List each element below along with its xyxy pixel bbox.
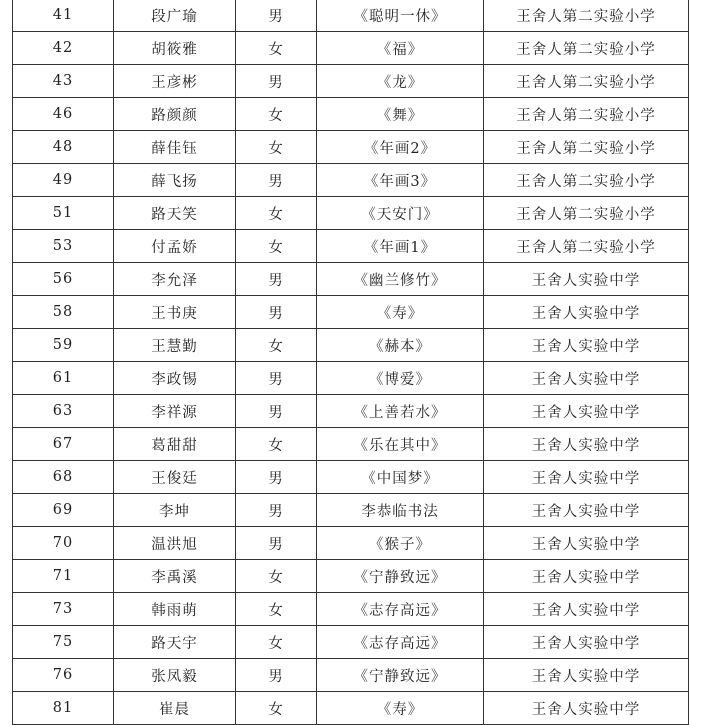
cell-number: 46 — [13, 98, 114, 131]
table-row — [13, 98, 689, 131]
cell-work-title: 《宁静致远》 — [317, 560, 484, 593]
cell-name: 路天笑 — [114, 197, 236, 230]
cell-number: 69 — [13, 494, 114, 527]
cell-work-title: 《福》 — [317, 32, 484, 65]
cell-school: 王舍人第二实验小学 — [484, 164, 689, 197]
cell-school: 王舍人实验中学 — [484, 395, 689, 428]
cell-gender: 女 — [236, 626, 317, 659]
cell-gender: 女 — [236, 230, 317, 263]
cell-work-title: 《天安门》 — [317, 197, 484, 230]
cell-work-title: 《志存高远》 — [317, 593, 484, 626]
cell-work-title: 《上善若水》 — [317, 395, 484, 428]
cell-school: 王舍人第二实验小学 — [484, 230, 689, 263]
table-row — [13, 263, 689, 296]
cell-work-title: 《志存高远》 — [317, 626, 484, 659]
cell-school: 王舍人实验中学 — [484, 461, 689, 494]
cell-gender: 女 — [236, 32, 317, 65]
cell-name: 李禹溪 — [114, 560, 236, 593]
cell-gender: 女 — [236, 692, 317, 725]
cell-number: 43 — [13, 65, 114, 98]
table-row — [13, 494, 689, 527]
cell-gender: 男 — [236, 362, 317, 395]
table-row — [13, 197, 689, 230]
cell-number: 51 — [13, 197, 114, 230]
cell-school: 王舍人实验中学 — [484, 626, 689, 659]
cell-number: 59 — [13, 329, 114, 362]
cell-work-title: 《博爱》 — [317, 362, 484, 395]
cell-school: 王舍人实验中学 — [484, 593, 689, 626]
table-row — [13, 296, 689, 329]
cell-gender: 女 — [236, 593, 317, 626]
cell-school: 王舍人第二实验小学 — [484, 98, 689, 131]
table-row — [13, 362, 689, 395]
table-row — [13, 560, 689, 593]
cell-gender: 女 — [236, 98, 317, 131]
cell-work-title: 《年画2》 — [317, 131, 484, 164]
cell-number: 70 — [13, 527, 114, 560]
cell-work-title: 《年画3》 — [317, 164, 484, 197]
cell-number: 68 — [13, 461, 114, 494]
cell-name: 葛甜甜 — [114, 428, 236, 461]
cell-name: 路颜颜 — [114, 98, 236, 131]
cell-gender: 男 — [236, 263, 317, 296]
cell-school: 王舍人实验中学 — [484, 296, 689, 329]
cell-work-title: 《幽兰修竹》 — [317, 263, 484, 296]
cell-school: 王舍人实验中学 — [484, 329, 689, 362]
cell-number: 76 — [13, 659, 114, 692]
cell-name: 薛佳钰 — [114, 131, 236, 164]
cell-school: 王舍人第二实验小学 — [484, 0, 689, 32]
cell-name: 胡筱雅 — [114, 32, 236, 65]
cell-number: 73 — [13, 593, 114, 626]
cell-work-title: 《猴子》 — [317, 527, 484, 560]
cell-name: 王慧勤 — [114, 329, 236, 362]
cell-number: 41 — [13, 0, 114, 32]
cell-school: 王舍人第二实验小学 — [484, 65, 689, 98]
cell-name: 王书庚 — [114, 296, 236, 329]
cell-school: 王舍人实验中学 — [484, 494, 689, 527]
cell-school: 王舍人第二实验小学 — [484, 131, 689, 164]
cell-school: 王舍人实验中学 — [484, 362, 689, 395]
cell-work-title: 《寿》 — [317, 296, 484, 329]
cell-gender: 女 — [236, 329, 317, 362]
cell-number: 56 — [13, 263, 114, 296]
cell-gender: 男 — [236, 65, 317, 98]
cell-number: 42 — [13, 32, 114, 65]
cell-name: 李允泽 — [114, 263, 236, 296]
cell-work-title: 《聪明一休》 — [317, 0, 484, 32]
table-row — [13, 131, 689, 164]
table-row — [13, 0, 689, 32]
table-row — [13, 65, 689, 98]
cell-gender: 男 — [236, 0, 317, 32]
cell-name: 薛飞扬 — [114, 164, 236, 197]
table-row — [13, 395, 689, 428]
cell-number: 63 — [13, 395, 114, 428]
table-row — [13, 164, 689, 197]
cell-number: 61 — [13, 362, 114, 395]
cell-number: 75 — [13, 626, 114, 659]
cell-gender: 男 — [236, 296, 317, 329]
cell-school: 王舍人实验中学 — [484, 527, 689, 560]
cell-number: 49 — [13, 164, 114, 197]
cell-gender: 女 — [236, 131, 317, 164]
cell-gender: 男 — [236, 659, 317, 692]
cell-gender: 男 — [236, 494, 317, 527]
table-row — [13, 32, 689, 65]
cell-number: 53 — [13, 230, 114, 263]
cell-number: 71 — [13, 560, 114, 593]
cell-gender: 男 — [236, 461, 317, 494]
cell-school: 王舍人实验中学 — [484, 263, 689, 296]
cell-school: 王舍人实验中学 — [484, 560, 689, 593]
entries-table — [12, 0, 689, 725]
cell-work-title: 《舞》 — [317, 98, 484, 131]
cell-name: 王俊廷 — [114, 461, 236, 494]
cell-work-title: 《寿》 — [317, 692, 484, 725]
cell-gender: 男 — [236, 395, 317, 428]
cell-school: 王舍人实验中学 — [484, 428, 689, 461]
cell-name: 韩雨萌 — [114, 593, 236, 626]
table-row — [13, 527, 689, 560]
cell-gender: 女 — [236, 560, 317, 593]
cell-name: 李祥源 — [114, 395, 236, 428]
cell-work-title: 《宁静致远》 — [317, 659, 484, 692]
table-row — [13, 692, 689, 725]
cell-gender: 男 — [236, 164, 317, 197]
cell-work-title: 《年画1》 — [317, 230, 484, 263]
cell-name: 路天宇 — [114, 626, 236, 659]
cell-gender: 男 — [236, 527, 317, 560]
cell-work-title: 《中国梦》 — [317, 461, 484, 494]
cell-name: 张凤毅 — [114, 659, 236, 692]
cell-gender: 女 — [236, 428, 317, 461]
table-row — [13, 230, 689, 263]
cell-school: 王舍人第二实验小学 — [484, 197, 689, 230]
cell-name: 李坤 — [114, 494, 236, 527]
cell-work-title: 《赫本》 — [317, 329, 484, 362]
table-row — [13, 593, 689, 626]
cell-name: 王彦彬 — [114, 65, 236, 98]
cell-gender: 女 — [236, 197, 317, 230]
entries-table-container — [12, 0, 688, 725]
cell-name: 李政锡 — [114, 362, 236, 395]
cell-work-title: 《龙》 — [317, 65, 484, 98]
cell-school: 王舍人实验中学 — [484, 659, 689, 692]
cell-work-title: 《乐在其中》 — [317, 428, 484, 461]
cell-name: 段广瑜 — [114, 0, 236, 32]
cell-number: 67 — [13, 428, 114, 461]
cell-number: 81 — [13, 692, 114, 725]
cell-name: 付孟娇 — [114, 230, 236, 263]
cell-school: 王舍人实验中学 — [484, 692, 689, 725]
cell-work-title: 李恭临书法 — [317, 494, 484, 527]
table-row — [13, 659, 689, 692]
table-row — [13, 428, 689, 461]
cell-name: 温洪旭 — [114, 527, 236, 560]
table-row — [13, 329, 689, 362]
cell-number: 58 — [13, 296, 114, 329]
entries-table-body — [13, 0, 689, 725]
cell-name: 崔晨 — [114, 692, 236, 725]
cell-number: 48 — [13, 131, 114, 164]
table-row — [13, 461, 689, 494]
table-row — [13, 626, 689, 659]
cell-school: 王舍人第二实验小学 — [484, 32, 689, 65]
